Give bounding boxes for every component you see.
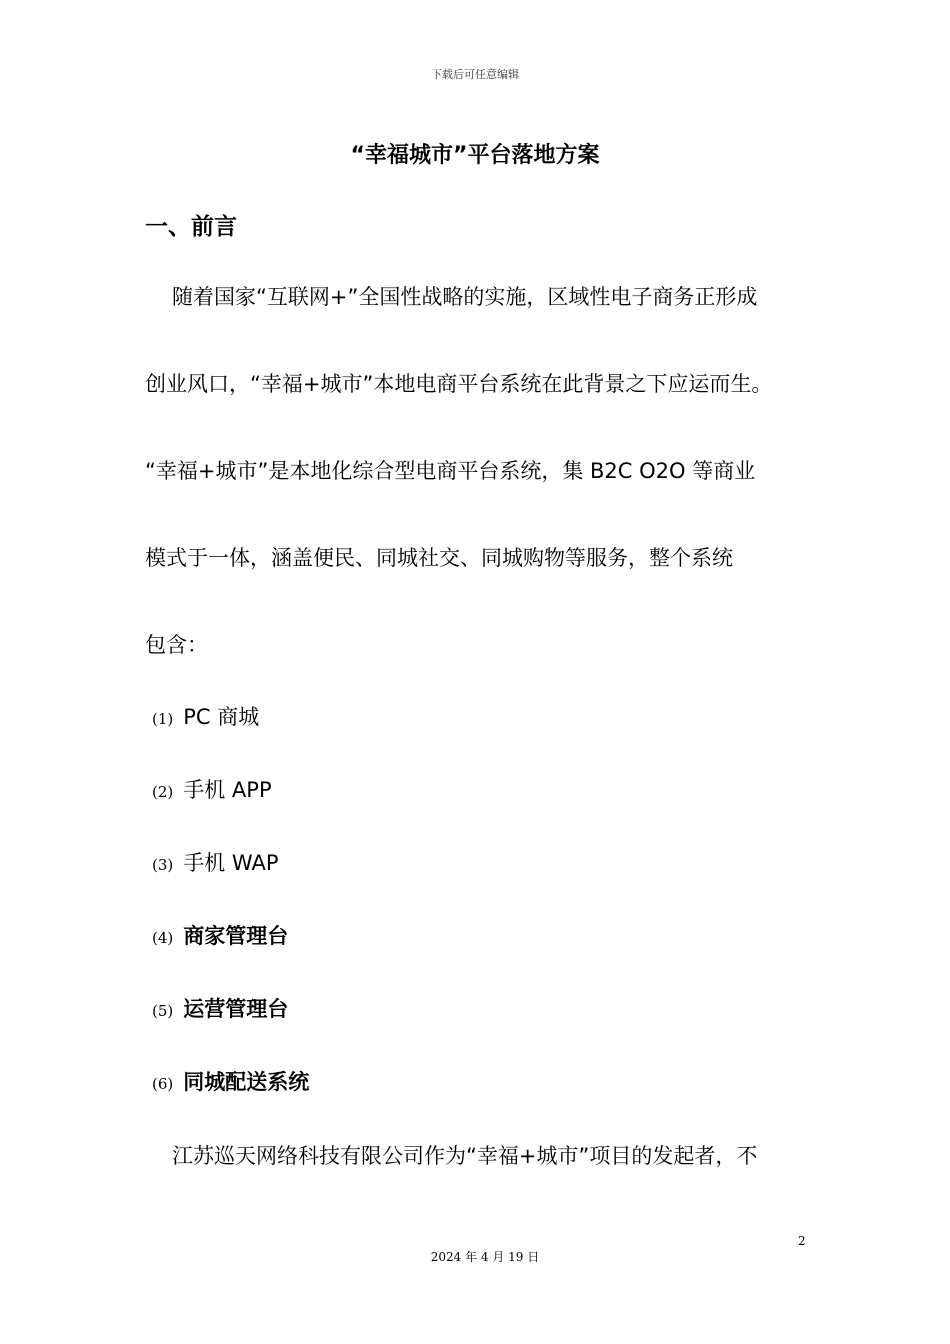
- footer-date: 2024 年 4 月 19 日: [430, 1250, 540, 1264]
- paragraph-line: 创业风口，“幸福+城市”本地电商平台系统在此背景之下应运而生。: [145, 372, 773, 396]
- list-item: [152, 1072, 309, 1093]
- list-item: [152, 780, 272, 801]
- paragraph-line: 江苏巡天网络科技有限公司作为“幸福+城市”项目的发起者，不: [172, 1144, 758, 1168]
- list-item-text: 同城配送系统: [183, 1070, 310, 1094]
- paragraph-line: 模式于一体，涵盖便民、同城社交、同城购物等服务，整个系统: [145, 546, 733, 570]
- list-item-number: (4): [152, 929, 174, 947]
- document-title: “幸福城市”平台落地方案: [350, 143, 600, 168]
- list-item-text: 手机 APP: [183, 778, 272, 802]
- list-item: [152, 926, 288, 947]
- paragraph-line: “幸福+城市”是本地化综合型电商平台系统，集 B2C O2O 等商业: [145, 459, 756, 483]
- list-item-text: 商家管理台: [183, 924, 289, 948]
- list-item-number: (1): [152, 710, 174, 728]
- list-item-text: 手机 WAP: [183, 851, 279, 875]
- list-item-number: (2): [152, 783, 174, 801]
- list-item-number: (3): [152, 856, 174, 874]
- list-item-number: (6): [152, 1075, 174, 1093]
- list-item: [152, 853, 279, 874]
- list-item-number: (5): [152, 1002, 174, 1020]
- list-item: [152, 707, 259, 728]
- page-number: 2: [798, 1234, 806, 1248]
- list-item: [152, 999, 288, 1020]
- header-note: 下载后可任意编辑: [431, 68, 519, 81]
- section-heading: 一、前言: [145, 214, 237, 240]
- paragraph-line: 随着国家“互联网+”全国性战略的实施，区域性电子商务正形成: [172, 285, 758, 309]
- list-item-text: 运营管理台: [183, 997, 289, 1021]
- list-item-text: PC 商城: [183, 705, 260, 729]
- paragraph-line: 包含：: [145, 633, 208, 657]
